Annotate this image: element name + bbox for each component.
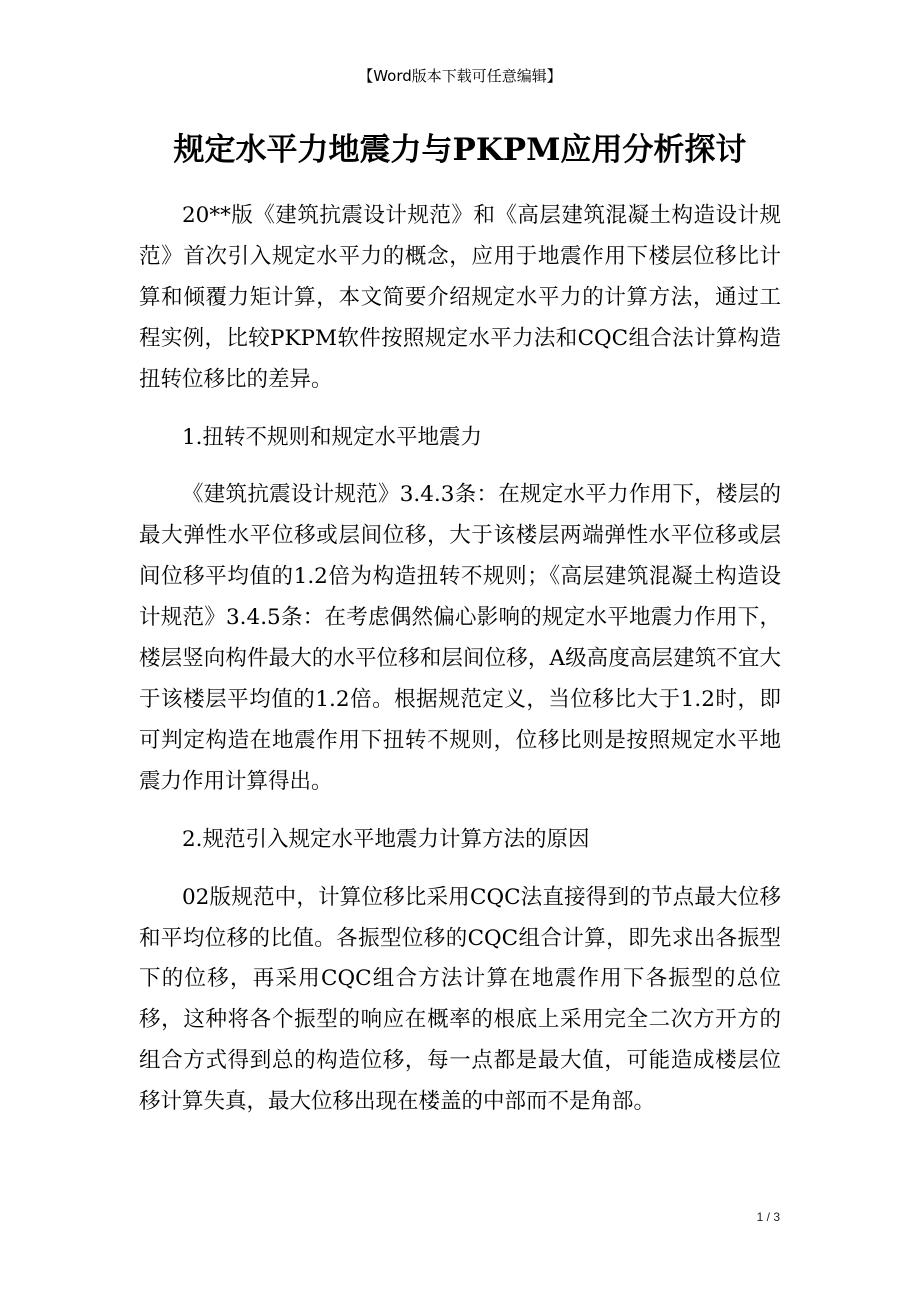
document-title: 规定水平力地震力与PKPM应用分析探讨 bbox=[173, 132, 747, 168]
paragraph-section-1: 《建筑抗震设计规范》3.4.3条：在规定水平力作用下，楼层的最大弹性水平位移或层间位移，大于该楼层两端弹性水平位移或层间位移平均值的1.2倍为构造扭转不规则；《高层建筑混凝土构造设计规范》3.4.5条：在考虑偶然偏心影响的规定水平地震力作用下，楼层竖向构件最大的水平位移和层间位移，A级高度高层建筑不宜大于该楼层平均值的1.2倍。根据规范定义，当位移比大于1.2时，即可判定构造在地震作用下扭转不规则，位移比则是按照规定水平地震力作用计算得出。 bbox=[139, 482, 781, 794]
section-heading-1: 1.扭转不规则和规定水平地震力 bbox=[182, 424, 483, 450]
download-note: 【Word版本下载可任意编辑】 bbox=[358, 67, 562, 85]
page-number: 1 / 3 bbox=[756, 1210, 780, 1224]
section-heading-2: 2.规范引入规定水平地震力计算方法的原因 bbox=[182, 826, 590, 852]
paragraph-section-2: 02版规范中，计算位移比采用CQC法直接得到的节点最大位移和平均位移的比值。各振型位移的CQC组合计算，即先求出各振型下的位移，再采用CQC组合方法计算在地震作用下各振型的总位移，这种将各个振型的响应在概率的根底上采用完全二次方开方的组合方式得到总的构造位移，每一点都是最大值，可能造成楼层位移计算失真，最大位移出现在楼盖的中部而不是角部。 bbox=[139, 884, 781, 1115]
document-body bbox=[139, 196, 781, 1140]
paragraph-intro: 20**版《建筑抗震设计规范》和《高层建筑混凝土构造设计规范》首次引入规定水平力的概念，应用于地震作用下楼层位移比计算和倾覆力矩计算，本文简要介绍规定水平力的计算方法，通过工程实例，比较PKPM软件按照规定水平力法和CQC组合法计算构造扭转位移比的差异。 bbox=[139, 203, 781, 392]
